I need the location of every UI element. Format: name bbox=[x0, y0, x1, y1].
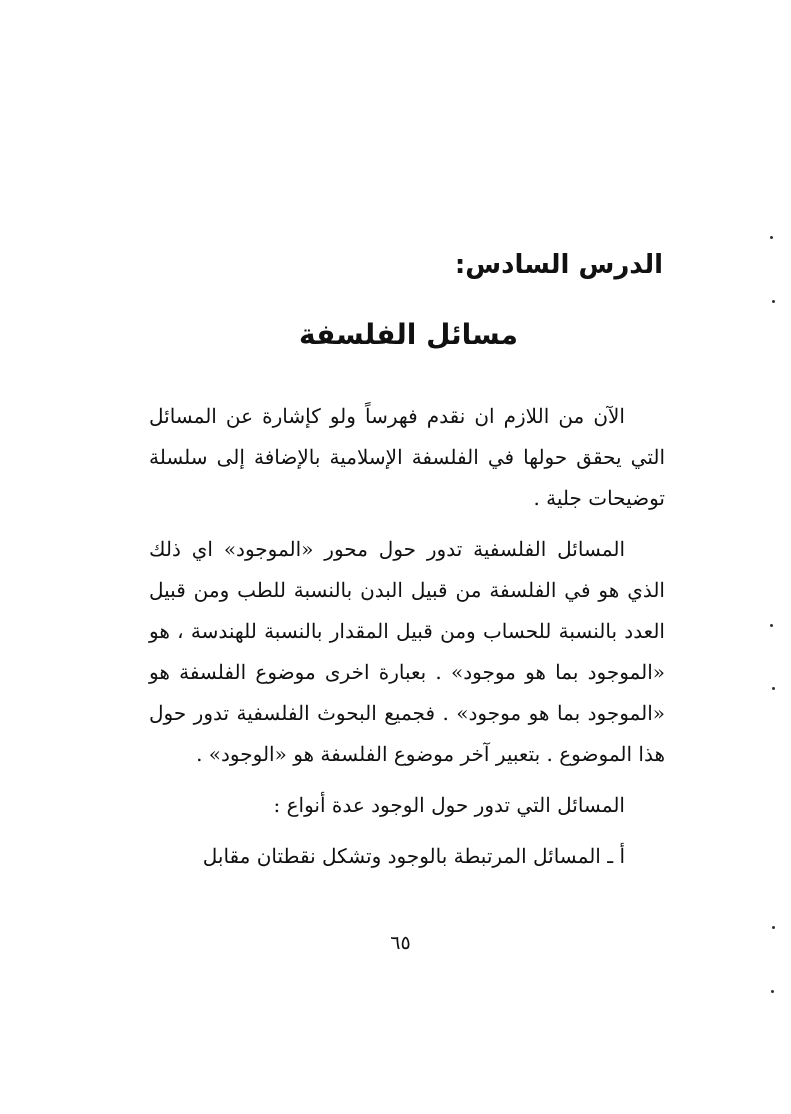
page-title: مسائل الفلسفة bbox=[299, 318, 518, 351]
paragraph-subject: المسائل الفلسفية تدور حول محور «الموجود» اي ذلك الذي هو في الفلسفة من قبيل البدن بالنسبة للطب ومن قبيل العدد بالنسبة للحساب ومن قبيل المقدار بالنسبة للهندسة ، هو «الموجود بما هو موجود» . بعبارة اخرى موضوع الفلسفة هو «الموجود بما هو موجود» . فجميع البحوث الفلسفية تدور حول هذا الموضوع . بتعبير آخر موضوع الفلسفة هو «الوجود» . bbox=[149, 537, 665, 766]
scan-speck bbox=[772, 300, 775, 303]
scan-speck bbox=[770, 236, 773, 239]
body-text bbox=[149, 396, 665, 887]
paragraph-types-heading: المسائل التي تدور حول الوجود عدة أنواع : bbox=[273, 793, 625, 817]
paragraph-list-item-a: أ ـ المسائل المرتبطة بالوجود وتشكل نقطتان مقابل bbox=[202, 844, 625, 868]
scan-speck bbox=[770, 624, 773, 627]
scan-speck bbox=[771, 990, 774, 993]
lesson-label: الدرس السادس: bbox=[454, 250, 663, 280]
page-number: ٦٥ bbox=[390, 932, 411, 954]
scan-speck bbox=[772, 926, 775, 929]
paragraph-intro: الآن من اللازم ان نقدم فهرساً ولو كإشارة عن المسائل التي يحقق حولها في الفلسفة الإسلامية بالإضافة إلى سلسلة توضيحات جلية . bbox=[149, 404, 665, 510]
scan-speck bbox=[772, 687, 775, 690]
